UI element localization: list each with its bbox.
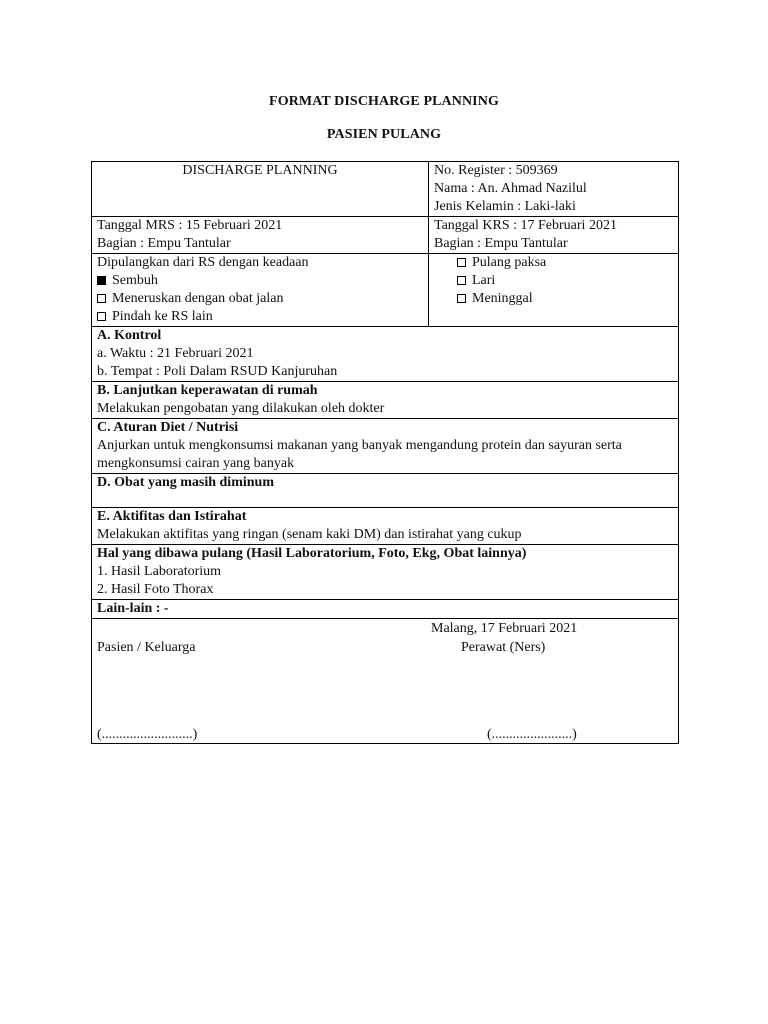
option-meninggal[interactable]: Meninggal <box>457 290 673 308</box>
signature-patient-label: Pasien / Keluarga <box>97 640 196 655</box>
diet-cell <box>92 419 679 474</box>
form-label: DISCHARGE PLANNING <box>182 163 338 178</box>
kontrol-heading: A. Kontrol <box>97 328 162 343</box>
signature-cell <box>92 619 679 744</box>
form-label-cell <box>92 162 429 217</box>
krs-date: Tanggal KRS : 17 Februari 2021 <box>434 218 617 233</box>
mrs-cell <box>92 217 429 254</box>
header-row <box>92 162 679 217</box>
signature-place-date: Malang, 17 Februari 2021 <box>431 621 578 636</box>
document-subtitle: PASIEN PULANG <box>326 127 442 142</box>
obat-row <box>92 474 679 508</box>
diet-text-line1: Anjurkan untuk mengkonsumsi makanan yang banyak mengandung protein dan sayuran serta <box>97 438 622 453</box>
condition-row <box>92 254 679 327</box>
patient-name: Nama : An. Ahmad Nazilul <box>434 181 587 196</box>
option-obat-jalan[interactable]: Meneruskan dengan obat jalan <box>97 290 423 308</box>
checkbox-icon[interactable] <box>457 276 466 285</box>
kontrol-waktu: a. Waktu : 21 Februari 2021 <box>97 346 254 361</box>
obat-heading: D. Obat yang masih diminum <box>97 475 274 490</box>
option-pulang-paksa[interactable]: Pulang paksa <box>457 254 673 272</box>
signature-nurse-label: Perawat (Ners) <box>461 640 546 655</box>
condition-label: Dipulangkan dari RS dengan keadaan <box>97 255 309 270</box>
dibawa-item-1: 1. Hasil Laboratorium <box>97 564 222 579</box>
aktifitas-row <box>92 508 679 545</box>
option-lari[interactable]: Lari <box>457 272 673 290</box>
dibawa-row <box>92 545 679 600</box>
lanjutan-cell <box>92 382 679 419</box>
discharge-form-table <box>91 161 679 744</box>
lain-heading: Lain-lain : - <box>97 601 169 616</box>
diet-heading: C. Aturan Diet / Nutrisi <box>97 420 239 435</box>
aktifitas-text: Melakukan aktifitas yang ringan (senam kaki DM) dan istirahat yang cukup <box>97 527 522 542</box>
mrs-department: Bagian : Empu Tantular <box>97 236 231 251</box>
option-sembuh[interactable]: Sembuh <box>97 272 423 290</box>
lain-row <box>92 600 679 619</box>
lain-cell <box>92 600 679 619</box>
dibawa-item-2: 2. Hasil Foto Thorax <box>97 582 214 597</box>
aktifitas-heading: E. Aktifitas dan Istirahat <box>97 509 247 524</box>
checkbox-checked-icon[interactable] <box>97 276 106 285</box>
condition-left-cell <box>92 254 429 327</box>
krs-department: Bagian : Empu Tantular <box>434 236 568 251</box>
diet-row <box>92 419 679 474</box>
obat-cell <box>92 474 679 508</box>
kontrol-cell <box>92 327 679 382</box>
dates-row <box>92 217 679 254</box>
checkbox-icon[interactable] <box>97 294 106 303</box>
kontrol-tempat: b. Tempat : Poli Dalam RSUD Kanjuruhan <box>97 364 338 379</box>
checkbox-icon[interactable] <box>457 258 466 267</box>
checkbox-icon[interactable] <box>457 294 466 303</box>
register-number: No. Register : 509369 <box>434 163 558 178</box>
patient-gender: Jenis Kelamin : Laki-laki <box>434 199 576 214</box>
krs-cell <box>429 217 679 254</box>
mrs-date: Tanggal MRS : 15 Februari 2021 <box>97 218 283 233</box>
option-pindah-rs[interactable]: Pindah ke RS lain <box>97 308 423 326</box>
kontrol-row <box>92 327 679 382</box>
dibawa-heading: Hal yang dibawa pulang (Hasil Laboratorium, Foto, Ekg, Obat lainnya) <box>97 546 527 561</box>
lanjutan-text: Melakukan pengobatan yang dilakukan oleh dokter <box>97 401 385 416</box>
document-title: FORMAT DISCHARGE PLANNING <box>269 94 499 109</box>
lanjutan-row <box>92 382 679 419</box>
dibawa-cell <box>92 545 679 600</box>
condition-right-cell <box>429 254 679 327</box>
signature-nurse-blank: (.......................) <box>487 727 577 742</box>
lanjutan-heading: B. Lanjutkan keperawatan di rumah <box>97 383 318 398</box>
aktifitas-cell <box>92 508 679 545</box>
signature-patient-blank: (..........................) <box>97 727 198 742</box>
diet-text-line2: mengkonsumsi cairan yang banyak <box>97 456 295 471</box>
checkbox-icon[interactable] <box>97 312 106 321</box>
signature-row <box>92 619 679 744</box>
patient-info-cell <box>429 162 679 217</box>
